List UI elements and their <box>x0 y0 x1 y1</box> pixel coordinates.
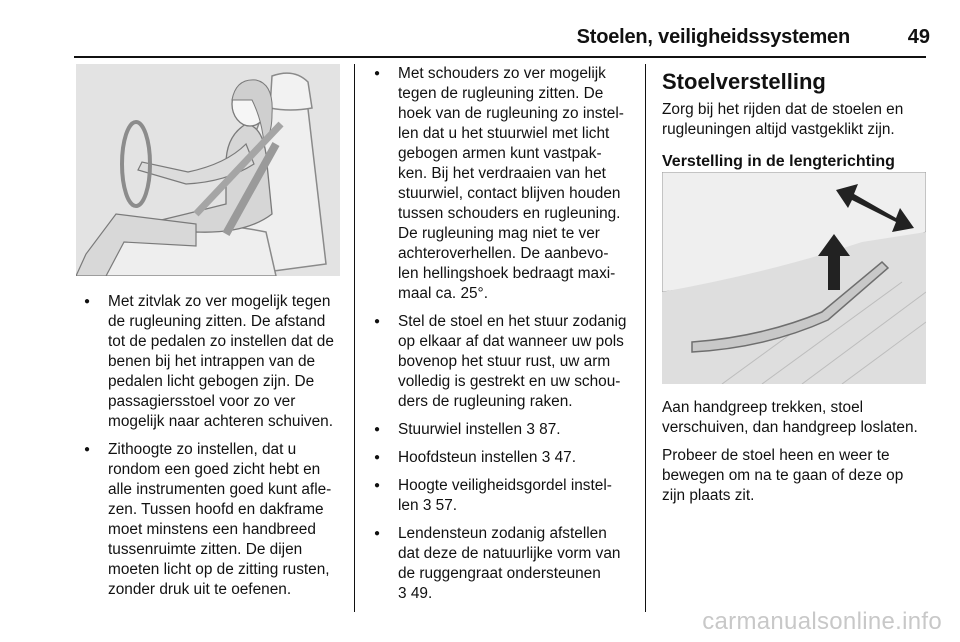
cross-reference-link[interactable]: len 3 57. <box>398 497 458 514</box>
page-number: 49 <box>907 26 930 48</box>
intro-paragraph: Zorg bij het rijden dat de stoelen en rugleuningen altijd vastgeklikt zijn. <box>662 101 904 138</box>
header-rule <box>74 56 926 58</box>
column-divider-1 <box>354 64 355 612</box>
column-1-bullet-list <box>80 292 342 600</box>
section-heading: Stoelverstelling <box>662 69 826 94</box>
bullet-item <box>370 420 636 440</box>
paragraph: Aan handgreep trekken, stoel verschuiven, dan handgreep loslaten. <box>662 399 918 436</box>
page-header-title: Stoelen, veiligheidssystemen <box>576 26 850 48</box>
paragraph: Probeer de stoel heen en weer te bewegen om na te gaan of deze op zijn plaats zit. <box>662 447 904 504</box>
watermark: carmanualsonline.info <box>702 608 942 635</box>
bullet-item: ● Hoogte veiligheidsgordel instel- len 3 57. <box>370 476 636 516</box>
column-divider-2 <box>645 64 646 612</box>
column-2-text <box>370 64 636 612</box>
bullet-item <box>370 448 636 468</box>
seating-posture-illustration <box>76 64 340 276</box>
column-3-text <box>662 64 928 172</box>
bullet-item: ● Met schouders zo ver mogelijk tegen de rugleuning zitten. De hoek van de rugleuning zo instel- len dat u het stuurwiel met licht gebogen armen kunt vastpak- ken. Bij het verdraaien van het stuurwiel, contact blijven houden tussen schouders en rugleuning. De rugleuning mag niet te ver achteroverhellen. De aanbevo- len hellingshoek bedraagt maxi- maal ca. 25°. <box>370 64 636 304</box>
cross-reference-link[interactable]: 3 49. <box>398 585 433 602</box>
bullet-item: ● Stel de stoel en het stuur zodanig op elkaar af dat wanneer uw pols bovenop het stuur rust, uw arm volledig is gestrekt en uw schou- ders de rugleuning raken. <box>370 312 636 412</box>
subheading: Verstelling in de lengterichting <box>662 153 895 170</box>
seat-adjust-handle-illustration <box>662 172 926 384</box>
bullet-item: ● Met zitvlak zo ver mogelijk tegen de rugleuning zitten. De afstand tot de pedalen zo instellen dat de benen bij het intrappen van de pedalen licht gebogen zijn. De passagiersstoel voor zo ver mogelijk naar achteren schuiven. <box>80 292 342 432</box>
column-1-text <box>80 292 342 608</box>
bullet-item: ● Lendensteun zodanig afstellen dat deze de natuurlijke vorm van de ruggengraat ondersteunen 3 49. <box>370 524 636 604</box>
column-3-after-figure-text <box>662 398 930 514</box>
column-2-bullet-list <box>370 64 636 604</box>
bullet-item: ● Zithoogte zo instellen, dat u rondom een goed zicht hebt en alle instrumenten goed kunt afle- zen. Tussen hoofd en dakframe moet minstens een handbreed tussenruimte zitten. De dijen moeten licht op de zitting rusten, zonder druk uit te oefenen. <box>80 440 342 600</box>
cross-reference-link[interactable]: ● Stuurwiel instellen 3 87. <box>398 421 561 438</box>
cross-reference-link[interactable]: ● Hoofdsteun instellen 3 47. <box>398 449 576 466</box>
